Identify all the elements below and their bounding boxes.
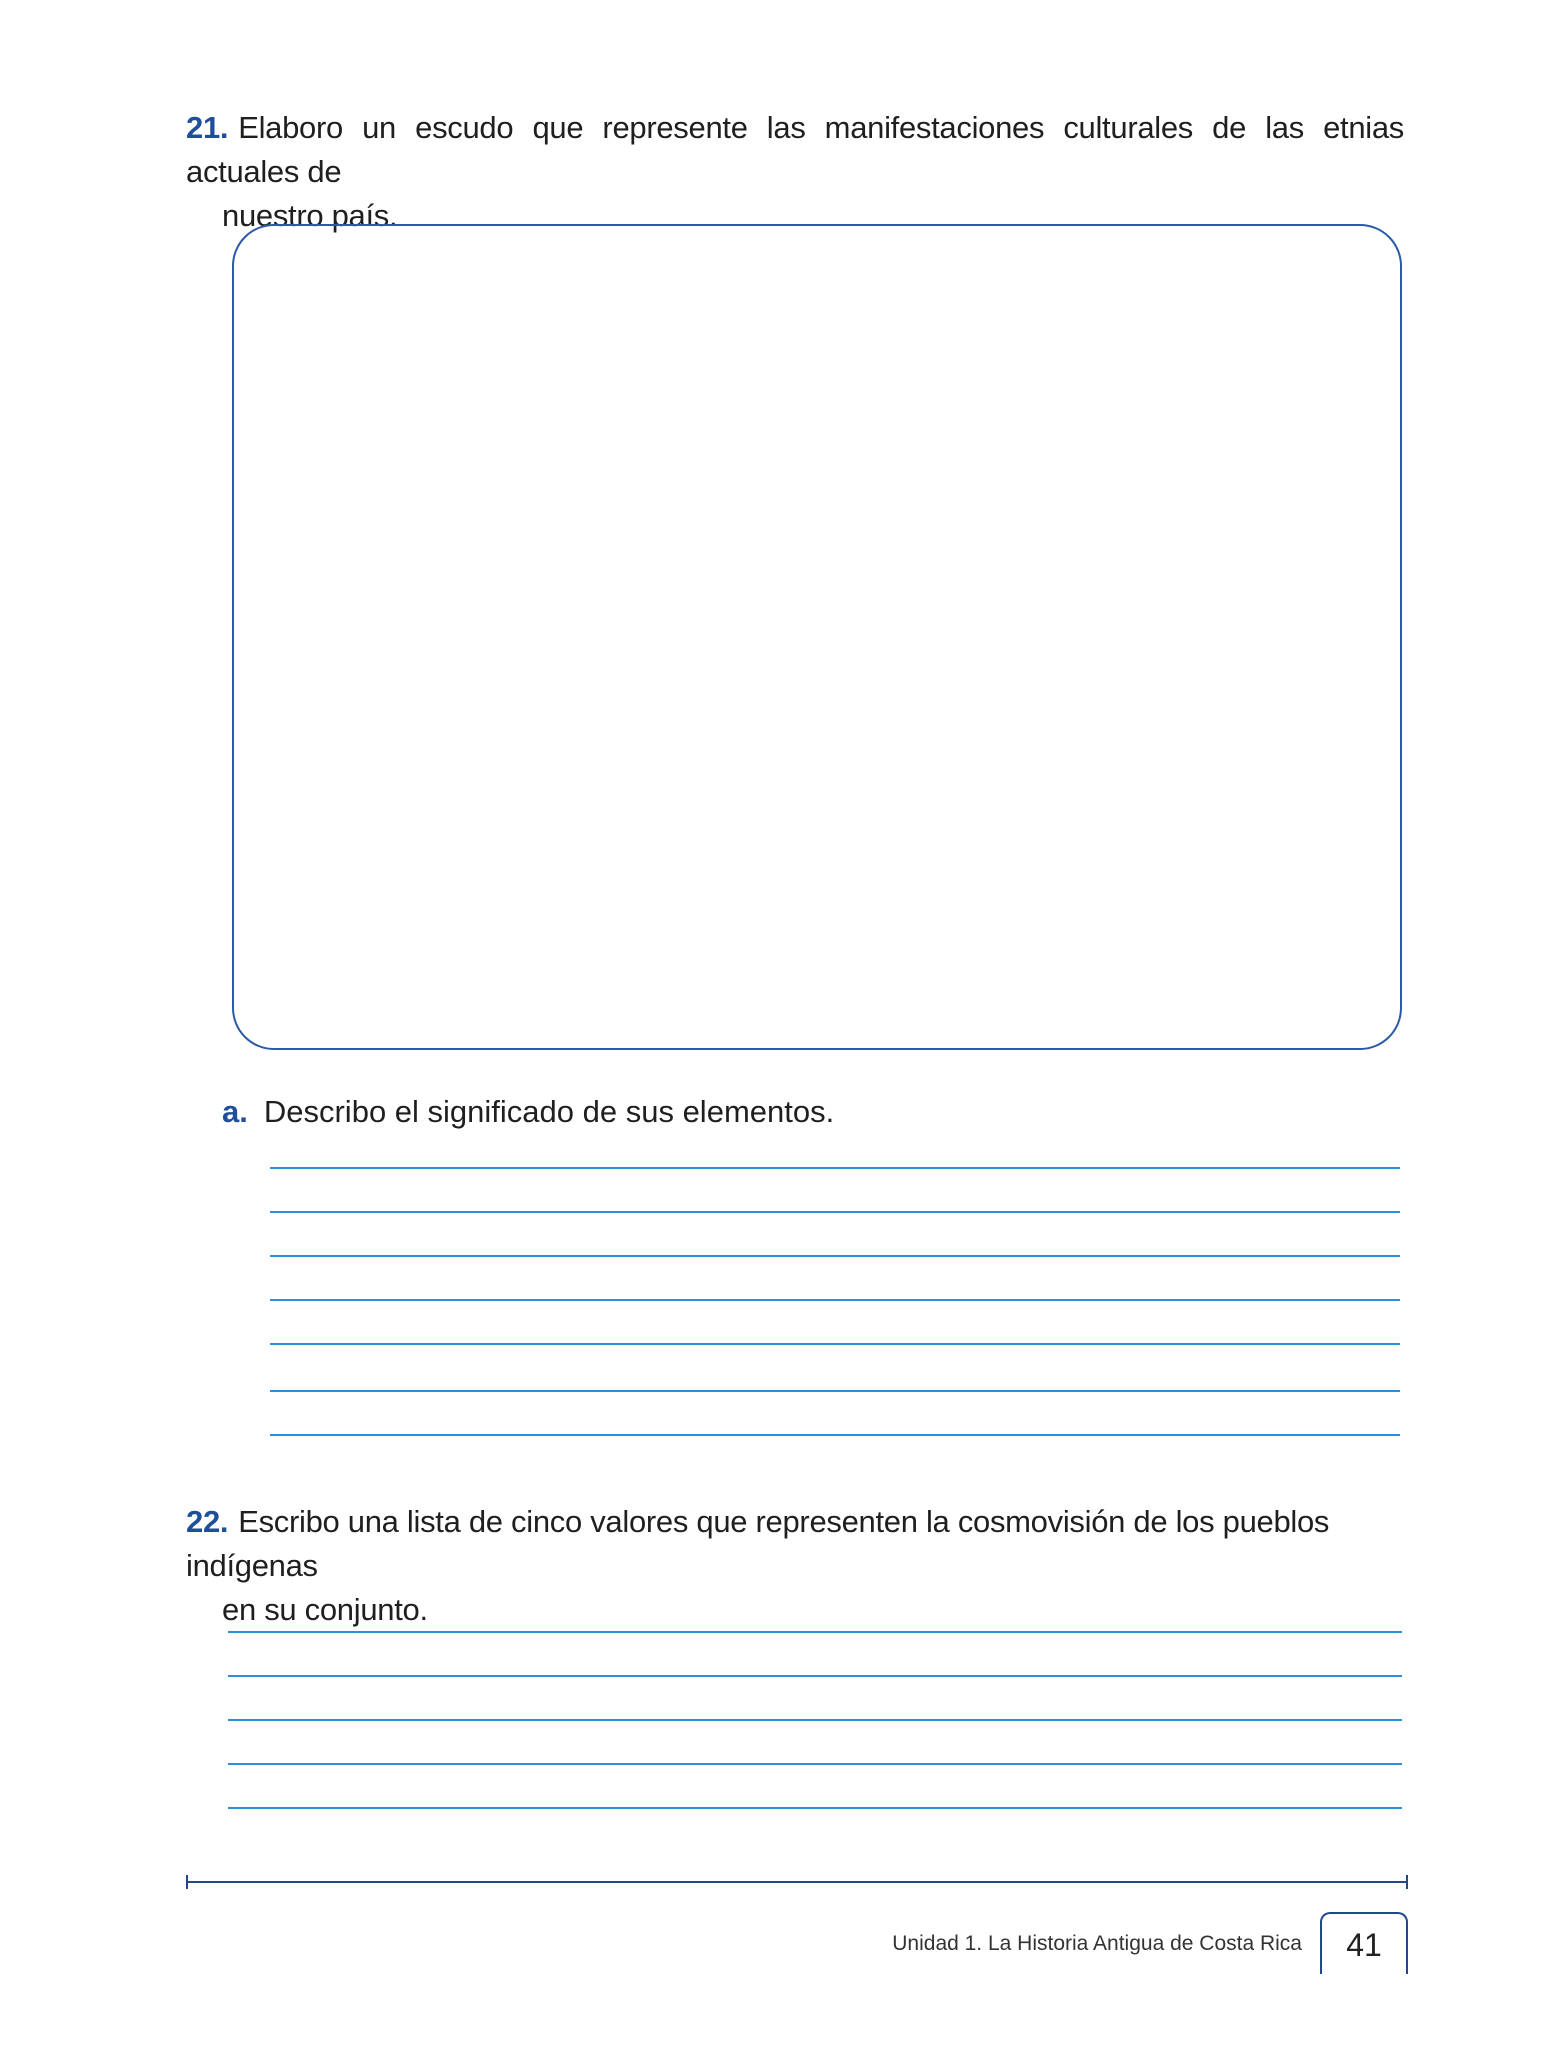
question-22-text-line2: en su conjunto. <box>222 1592 428 1627</box>
question-21a <box>222 1090 834 1134</box>
question-21-number: 21. <box>186 110 229 145</box>
writing-line[interactable] <box>270 1255 1400 1257</box>
question-21a-text: Describo el significado de sus elementos. <box>263 1094 835 1129</box>
question-21a-letter: a. <box>222 1094 248 1129</box>
writing-line[interactable] <box>270 1211 1400 1213</box>
writing-line[interactable] <box>270 1390 1400 1392</box>
writing-line[interactable] <box>228 1675 1402 1677</box>
question-22 <box>186 1500 1404 1632</box>
question-22-number: 22. <box>186 1504 229 1539</box>
writing-line[interactable] <box>228 1631 1402 1633</box>
footer-rule <box>186 1881 1408 1883</box>
footer-unit-title: Unidad 1. La Historia Antigua de Costa Rica <box>892 1932 1302 1955</box>
question-21 <box>186 106 1404 238</box>
question-22-text-line1: Escribo una lista de cinco valores que representen la cosmovisión de los pueblos indígenas <box>186 1504 1330 1583</box>
question-21-text-line1: Elaboro un escudo que represente las manifestaciones culturales de las etnias actuales de <box>186 110 1404 189</box>
writing-line[interactable] <box>228 1763 1402 1765</box>
footer-rule-right-tick <box>1406 1875 1408 1889</box>
writing-line[interactable] <box>228 1719 1402 1721</box>
writing-line[interactable] <box>270 1167 1400 1169</box>
writing-line[interactable] <box>270 1434 1400 1436</box>
writing-line[interactable] <box>270 1299 1400 1301</box>
question-21-text-line2: nuestro país. <box>222 198 398 233</box>
footer-rule-left-tick <box>186 1875 188 1889</box>
writing-line[interactable] <box>270 1343 1400 1345</box>
writing-line[interactable] <box>228 1807 1402 1809</box>
drawing-box[interactable] <box>232 224 1402 1050</box>
page-number: 41 <box>1320 1912 1408 1974</box>
